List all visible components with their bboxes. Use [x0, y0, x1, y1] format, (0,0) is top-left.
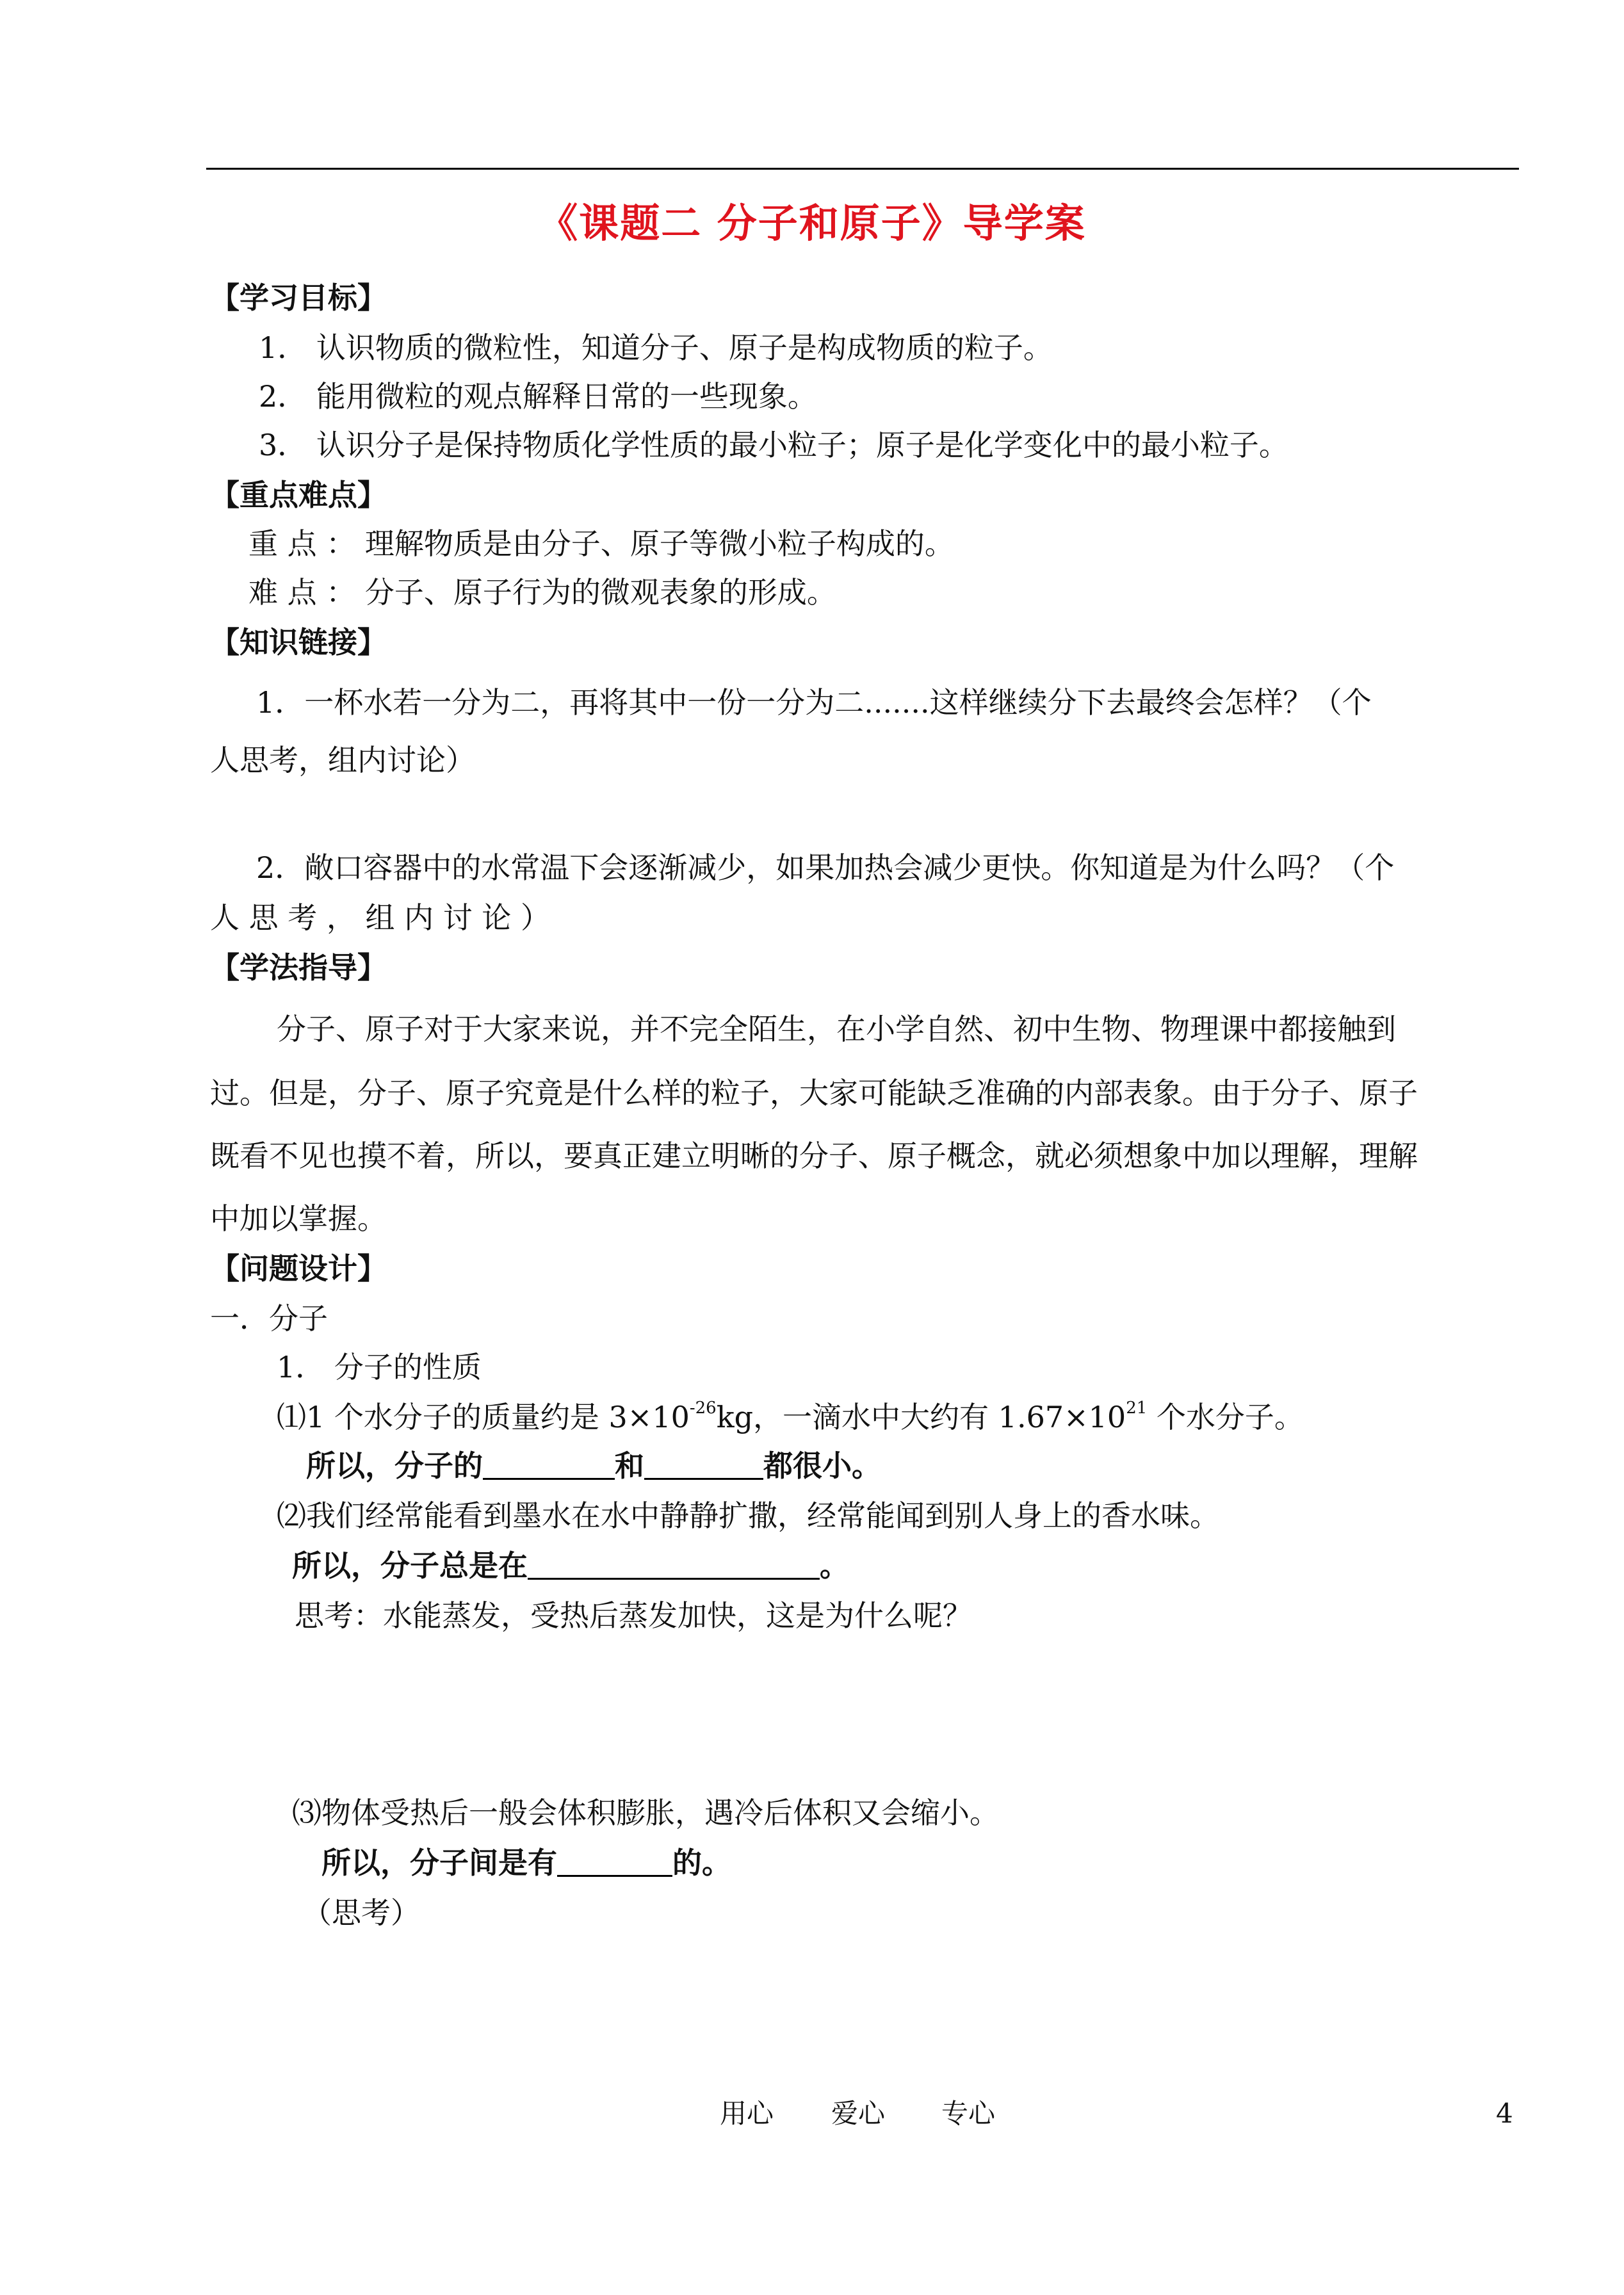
footer-motto-3: 专心 [941, 2098, 996, 2129]
knowledge-link-heading: 【知识链接】 [210, 625, 387, 660]
question-3-think: （思考） [302, 1895, 420, 1930]
objective-item-2: 2． 能用微粒的观点解释日常的一些现象。 [259, 379, 817, 414]
link-question-1-line-2: 人思考，组内讨论） [210, 743, 475, 777]
footer-motto-1: 用心 [720, 2098, 774, 2129]
answer-2-blank[interactable] [528, 1552, 820, 1580]
question-2-think: 思考：水能蒸发，受热后蒸发加快，这是为什么呢？ [295, 1598, 972, 1633]
answer-3-blank[interactable] [557, 1849, 672, 1877]
answer-1-blank-1[interactable] [483, 1452, 615, 1480]
part-molecule-heading: 一．分子 [210, 1301, 328, 1336]
link-question-2-line-2: 人 思 考 ， 组 内 讨 论 ） [210, 900, 550, 935]
method-line-2: 过。但是，分子、原子究竟是什么样的粒子，大家可能缺乏准确的内部表象。由于分子、原子 [210, 1076, 1418, 1110]
question-2-answer [292, 1548, 849, 1583]
answer-1-suffix: 都很小。 [763, 1448, 881, 1483]
answer-1-and: 和 [615, 1448, 644, 1483]
objective-item-3: 3． 认识分子是保持物质化学性质的最小粒子；原子是化学变化中的最小粒子。 [259, 428, 1288, 462]
answer-3-suffix: 的。 [672, 1845, 731, 1880]
method-heading: 【学法指导】 [210, 950, 387, 985]
answer-1-blank-2[interactable] [644, 1452, 763, 1480]
difficulty-line: 难 点 ： 分子、原子行为的微观表象的形成。 [248, 575, 836, 610]
question-1-text-c: 个水分子。 [1147, 1400, 1304, 1434]
page-number: 4 [1496, 2098, 1513, 2129]
question-1-exponent-1: -26 [689, 1399, 717, 1418]
answer-2-prefix: 所以，分子总是在 [292, 1548, 528, 1583]
footer-motto-2: 爱心 [831, 2098, 886, 2129]
question-1-exponent-2: 21 [1126, 1399, 1148, 1418]
question-1-answer [306, 1448, 881, 1483]
link-question-2-line-1: 2．敞口容器中的水常温下会逐渐减少，如果加热会减少更快。你知道是为什么吗？（个 [256, 850, 1395, 885]
focus-line: 重 点 ： 理解物质是由分子、原子等微小粒子构成的。 [248, 526, 954, 561]
questions-heading: 【问题设计】 [210, 1251, 387, 1286]
link-question-1-line-1: 1．一杯水若一分为二，再将其中一份一分为二.......这样继续分下去最终会怎样？（个 [256, 685, 1372, 720]
objective-item-1: 1． 认识物质的微粒性，知道分子、原子是构成物质的粒子。 [259, 330, 1053, 365]
method-line-4: 中加以掌握。 [210, 1201, 387, 1236]
question-1-text-a: ⑴1 个水分子的质量约是 3×10 [277, 1400, 690, 1434]
question-1-text [277, 1399, 1304, 1434]
question-2-text: ⑵我们经常能看到墨水在水中静静扩撒，经常能闻到别人身上的香水味。 [277, 1498, 1219, 1533]
header-rule [206, 168, 1519, 170]
page-title: 《课题二 分子和原子》导学案 [538, 200, 1086, 247]
answer-2-suffix: 。 [820, 1548, 849, 1583]
key-points-heading: 【重点难点】 [210, 478, 387, 512]
answer-3-prefix: 所以，分子间是有 [321, 1845, 557, 1880]
method-line-3: 既看不见也摸不着，所以，要真正建立明晰的分子、原子概念，就必须想象中加以理解，理解 [210, 1139, 1418, 1173]
objectives-heading: 【学习目标】 [210, 280, 387, 315]
question-1-text-b: kg，一滴水中大约有 1.67×10 [716, 1400, 1126, 1434]
answer-1-prefix: 所以，分子的 [306, 1448, 483, 1483]
molecule-properties-heading: 1． 分子的性质 [277, 1350, 482, 1384]
question-3-answer [321, 1845, 731, 1880]
question-3-text: ⑶物体受热后一般会体积膨胀，遇冷后体积又会缩小。 [292, 1796, 999, 1830]
method-line-1: 分子、原子对于大家来说，并不完全陌生，在小学自然、初中生物、物理课中都接触到 [277, 1012, 1396, 1046]
